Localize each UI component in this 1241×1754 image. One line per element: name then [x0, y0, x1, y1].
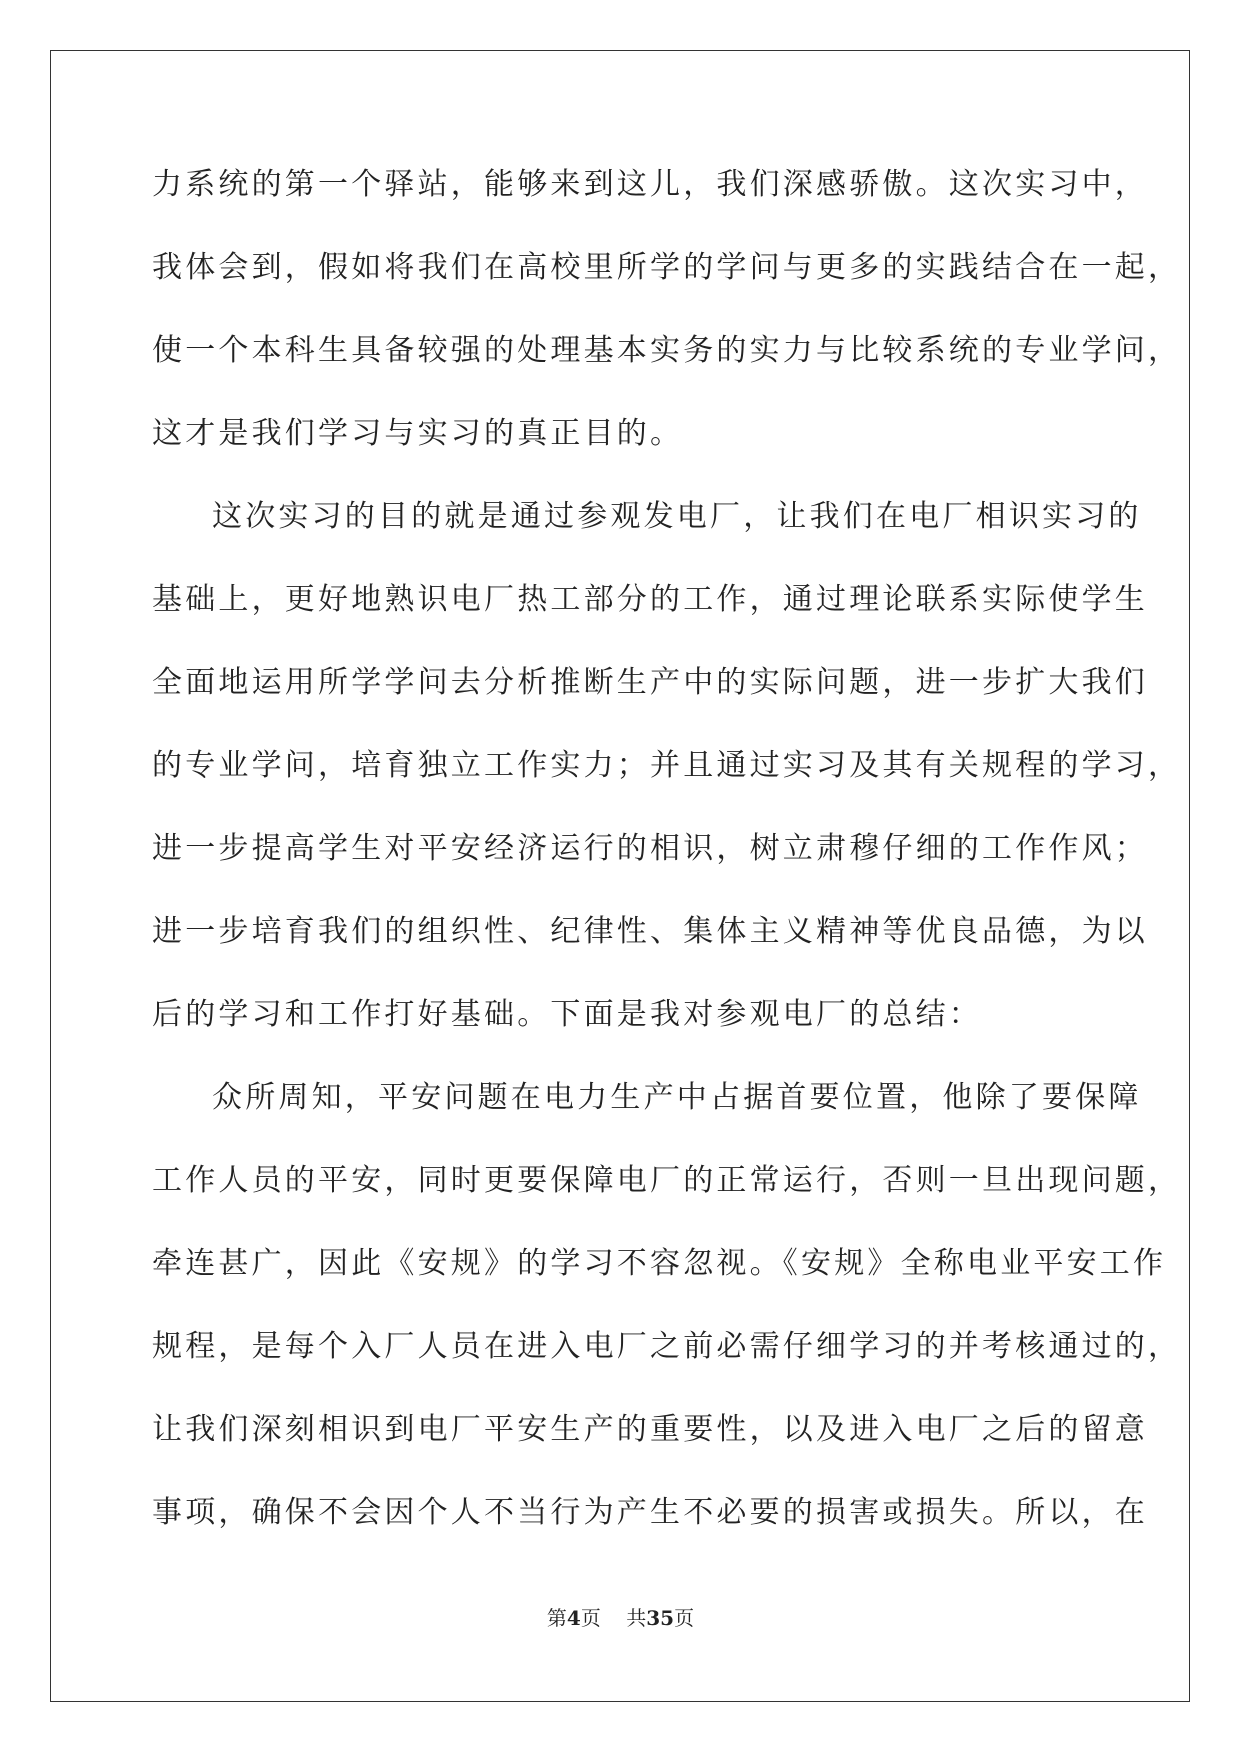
paragraph-line: 的专业学问，培育独立工作实力；并且通过实习及其有关规程的学习， — [152, 748, 1182, 783]
paragraph-line: 众所周知，平安问题在电力生产中占据首要位置，他除了要保障 — [212, 1080, 1142, 1115]
page-prefix: 第 — [546, 1606, 567, 1630]
paragraph-line: 后的学习和工作打好基础。下面是我对参观电厂的总结： — [152, 997, 982, 1032]
page-number: 4 — [566, 1606, 581, 1630]
paragraph-line: 进一步培育我们的组织性、纪律性、集体主义精神等优良品德，为以 — [152, 914, 1148, 949]
page-footer — [0, 1602, 1241, 1631]
paragraph-line: 工作人员的平安，同时更要保障电厂的正常运行，否则一旦出现问题， — [152, 1163, 1182, 1198]
paragraph-line: 全面地运用所学学问去分析推断生产中的实际问题，进一步扩大我们 — [152, 665, 1148, 700]
paragraph-line: 规程，是每个入厂人员在进入电厂之前必需仔细学习的并考核通过的， — [152, 1329, 1182, 1364]
page-border — [50, 50, 1190, 1702]
paragraph-line: 让我们深刻相识到电厂平安生产的重要性，以及进入电厂之后的留意 — [152, 1412, 1148, 1447]
page-unit: 页 — [580, 1606, 601, 1630]
paragraph-line: 这才是我们学习与实习的真正目的。 — [152, 416, 684, 451]
paragraph-line: 进一步提高学生对平安经济运行的相识，树立肃穆仔细的工作作风； — [152, 831, 1148, 866]
paragraph-line: 这次实习的目的就是通过参观发电厂，让我们在电厂相识实习的 — [212, 499, 1142, 534]
paragraph-line: 我体会到，假如将我们在高校里所学的学问与更多的实践结合在一起， — [152, 250, 1182, 285]
total-unit: 页 — [674, 1606, 695, 1630]
total-prefix: 共 — [626, 1606, 647, 1630]
paragraph-line: 使一个本科生具备较强的处理基本实务的实力与比较系统的专业学问， — [152, 333, 1182, 368]
paragraph-line: 牵连甚广，因此《安规》的学习不容忽视。《安规》全称电业平安工作 — [152, 1246, 1167, 1281]
paragraph-line: 力系统的第一个驿站，能够来到这儿，我们深感骄傲。这次实习中， — [152, 167, 1148, 202]
paragraph-line: 基础上，更好地熟识电厂热工部分的工作，通过理论联系实际使学生 — [152, 582, 1148, 617]
total-pages: 35 — [646, 1606, 675, 1630]
paragraph-line: 事项，确保不会因个人不当行为产生不必要的损害或损失。所以，在 — [152, 1495, 1148, 1530]
